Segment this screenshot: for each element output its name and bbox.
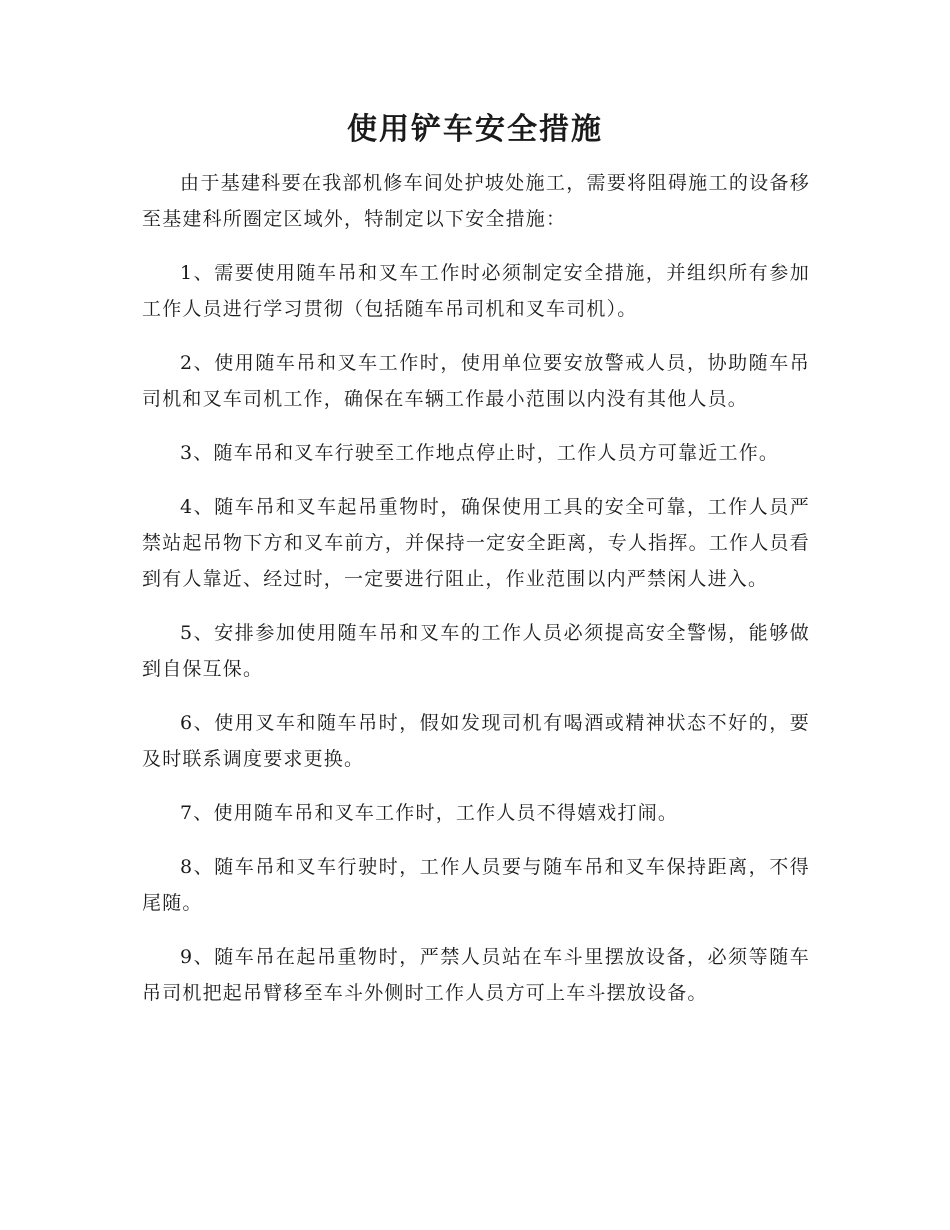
measure-paragraph-3: 3、随车吊和叉车行驶至工作地点停止时，工作人员方可靠近工作。 <box>180 442 780 464</box>
measure-paragraph-2: 2、使用随车吊和叉车工作时，使用单位要安放警戒人员，协助随车吊司机和叉车司机工作，确保在车辆工作最小范围以内没有其他人员。 <box>142 352 810 410</box>
measure-paragraph-8: 8、随车吊和叉车行驶时，工作人员要与随车吊和叉车保持距离，不得尾随。 <box>142 856 810 914</box>
measure-paragraph-1: 1、需要使用随车吊和叉车工作时必须制定安全措施，并组织所有参加工作人员进行学习贯彻（包括随车吊司机和叉车司机）。 <box>142 262 810 320</box>
intro-paragraph: 由于基建科要在我部机修车间处护坡处施工，需要将阻碍施工的设备移至基建科所圈定区域外，特制定以下安全措施： <box>142 172 810 230</box>
measure-paragraph-7: 7、使用随车吊和叉车工作时，工作人员不得嬉戏打闹。 <box>180 802 679 824</box>
document-body <box>142 165 810 1029</box>
measure-paragraph-9: 9、随车吊在起吊重物时，严禁人员站在车斗里摆放设备，必须等随车吊司机把起吊臂移至车斗外侧时工作人员方可上车斗摆放设备。 <box>142 946 810 1004</box>
measure-paragraph-4: 4、随车吊和叉车起吊重物时，确保使用工具的安全可靠，工作人员严禁站起吊物下方和叉车前方，并保持一定安全距离，专人指挥。工作人员看到有人靠近、经过时，一定要进行阻止，作业范围以内严禁闲人进入。 <box>142 496 810 590</box>
document-title: 使用铲车安全措施 <box>347 112 603 147</box>
measure-paragraph-6: 6、使用叉车和随车吊时，假如发现司机有喝酒或精神状态不好的，要及时联系调度要求更换。 <box>142 712 810 770</box>
measure-paragraph-5: 5、安排参加使用随车吊和叉车的工作人员必须提高安全警惕，能够做到自保互保。 <box>142 622 810 680</box>
